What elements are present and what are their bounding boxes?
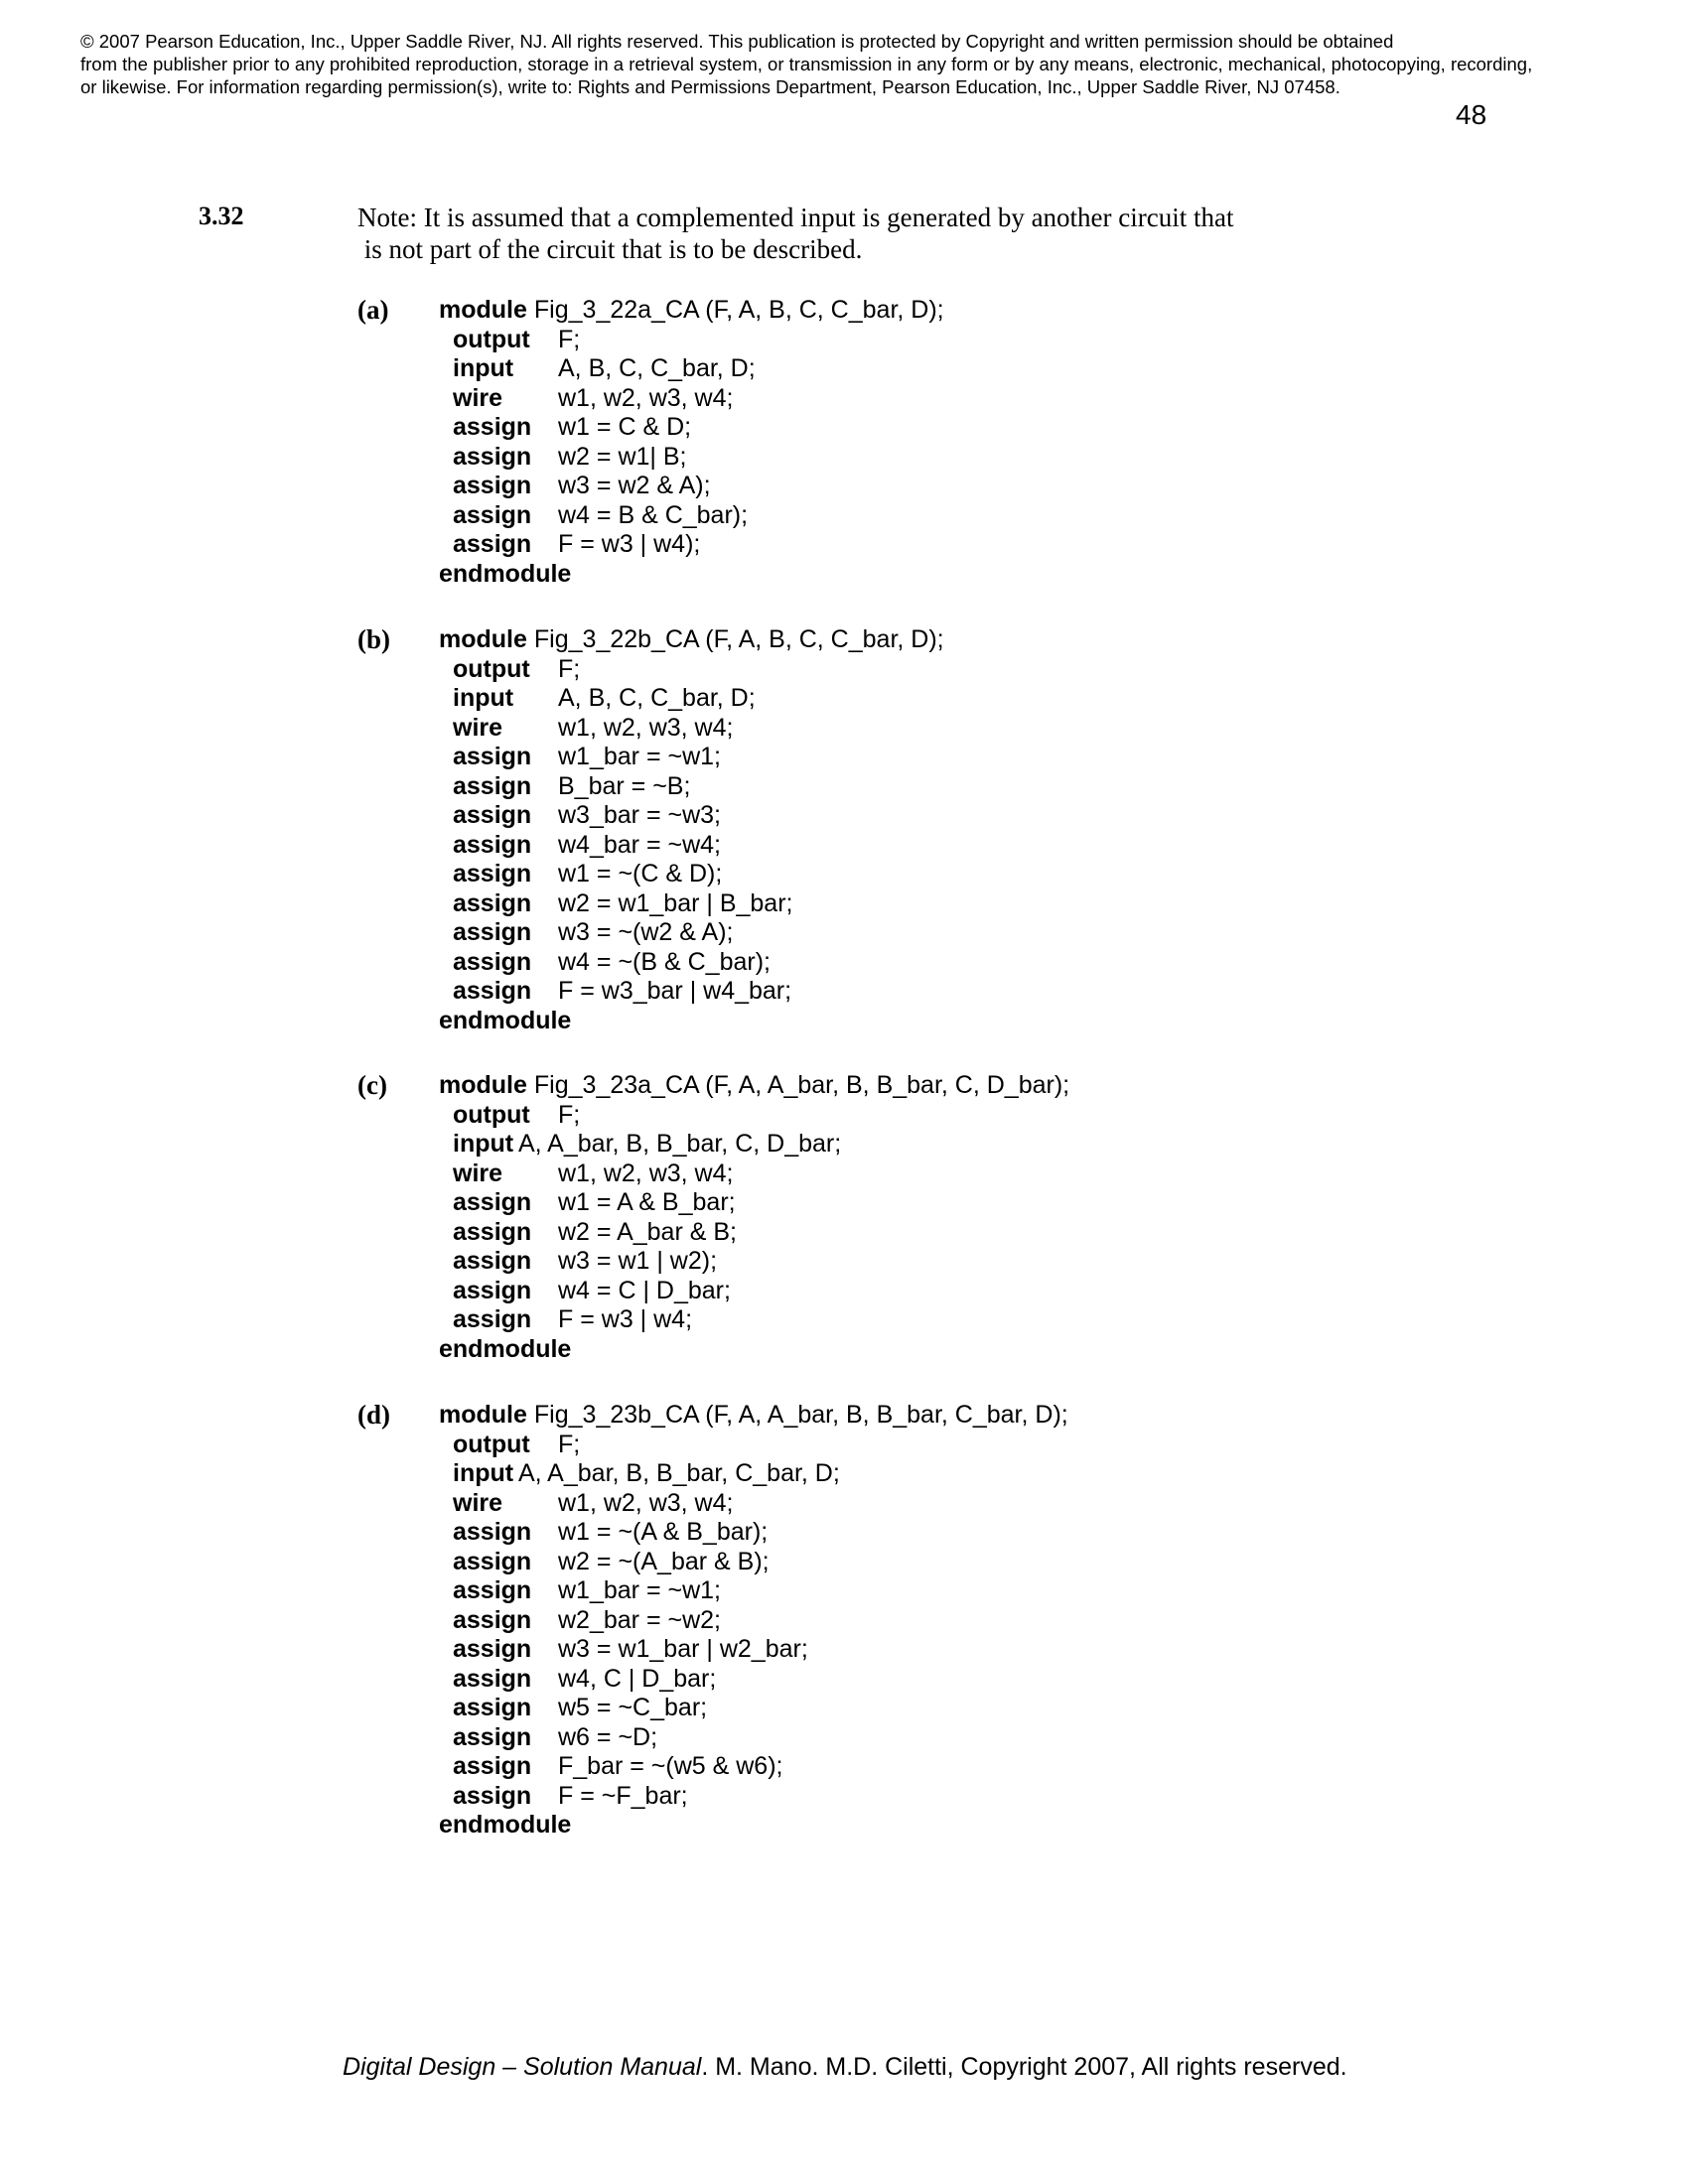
code-line bbox=[439, 1576, 1068, 1606]
code-statement: F = w3_bar | w4_bar; bbox=[558, 977, 792, 1005]
code-line bbox=[439, 948, 944, 978]
module-declaration bbox=[439, 1071, 1069, 1101]
code-line bbox=[439, 1489, 1068, 1519]
code-line bbox=[439, 1431, 1068, 1460]
code-statement: w2 = ~(A_bar & B); bbox=[558, 1547, 770, 1575]
code-line bbox=[439, 501, 944, 531]
code-line bbox=[439, 831, 944, 861]
code-statement: w3 = w2 & A); bbox=[558, 472, 711, 499]
code-line bbox=[439, 1188, 1069, 1218]
module-keyword: module bbox=[439, 1401, 527, 1429]
code-keyword: output bbox=[453, 1100, 530, 1129]
module-signature: Fig_3_22b_CA (F, A, B, C, C_bar, D); bbox=[533, 625, 944, 653]
module-declaration bbox=[439, 296, 944, 326]
code-keyword: wire bbox=[453, 1159, 503, 1187]
code-keyword: assign bbox=[453, 830, 532, 859]
code-line bbox=[439, 860, 944, 889]
copyright-line: © 2007 Pearson Education, Inc., Upper Saddle River, NJ. All rights reserved. This publication is protected by Copyright and written permission should be obtained bbox=[80, 31, 1394, 52]
code-line bbox=[439, 1218, 1069, 1248]
code-statement: w1 = C & D; bbox=[558, 413, 692, 441]
code-statement: w4, C | D_bar; bbox=[558, 1664, 717, 1693]
code-line bbox=[439, 443, 944, 473]
code-statement: F = w3 | w4); bbox=[558, 530, 701, 558]
part-label: (a) bbox=[357, 295, 389, 325]
code-keyword: assign bbox=[453, 530, 532, 558]
endmodule-keyword: endmodule bbox=[439, 559, 572, 588]
code-statement: w3 = ~(w2 & A); bbox=[558, 918, 734, 946]
code-keyword: input bbox=[453, 684, 514, 712]
module-signature: Fig_3_23b_CA (F, A, A_bar, B, B_bar, C_bar, D); bbox=[533, 1401, 1068, 1429]
code-line bbox=[439, 1518, 1068, 1548]
code-keyword: output bbox=[453, 1430, 530, 1458]
code-statement: w5 = ~C_bar; bbox=[558, 1694, 708, 1721]
code-statement: w4 = B & C_bar); bbox=[558, 500, 749, 529]
code-statement: w2 = w1| B; bbox=[558, 442, 687, 471]
code-keyword: assign bbox=[453, 1752, 532, 1780]
code-keyword: assign bbox=[453, 1664, 532, 1693]
module-keyword: module bbox=[439, 625, 527, 653]
code-statement: w1, w2, w3, w4; bbox=[558, 383, 734, 412]
copyright-notice bbox=[80, 30, 1629, 98]
code-keyword: input bbox=[453, 1459, 514, 1487]
endmodule-line bbox=[439, 1007, 944, 1036]
code-statement: w1 = ~(C & D); bbox=[558, 860, 723, 887]
code-statement: w1, w2, w3, w4; bbox=[558, 1159, 734, 1187]
code-keyword: assign bbox=[453, 888, 532, 917]
problem-note bbox=[357, 202, 1233, 265]
code-line bbox=[439, 1548, 1068, 1577]
verilog-code bbox=[439, 1401, 1068, 1841]
code-keyword: assign bbox=[453, 1576, 532, 1604]
code-keyword: assign bbox=[453, 860, 532, 887]
code-keyword: assign bbox=[453, 1722, 532, 1751]
code-line bbox=[439, 977, 944, 1007]
module-keyword: module bbox=[439, 296, 527, 324]
code-statement: F; bbox=[558, 1430, 581, 1458]
module-declaration bbox=[439, 1401, 1068, 1431]
code-statement: F_bar = ~(w5 & w6); bbox=[558, 1752, 783, 1780]
code-line bbox=[439, 1694, 1068, 1723]
code-keyword: assign bbox=[453, 1217, 532, 1246]
code-keyword: assign bbox=[453, 1518, 532, 1546]
page-number: 48 bbox=[1456, 99, 1487, 130]
endmodule-keyword: endmodule bbox=[439, 1006, 572, 1034]
code-statement: F; bbox=[558, 654, 581, 683]
code-statement: w2 = w1_bar | B_bar; bbox=[558, 888, 793, 917]
code-statement: w2_bar = ~w2; bbox=[558, 1605, 721, 1634]
part-label: (b) bbox=[357, 624, 390, 654]
code-line bbox=[439, 472, 944, 501]
module-declaration bbox=[439, 625, 944, 655]
code-keyword: assign bbox=[453, 1188, 532, 1216]
code-line bbox=[439, 714, 944, 744]
module-signature: Fig_3_23a_CA (F, A, A_bar, B, B_bar, C, D_bar); bbox=[533, 1071, 1070, 1099]
code-statement: w1, w2, w3, w4; bbox=[558, 713, 734, 742]
code-line bbox=[439, 1130, 1069, 1160]
code-statement: w4 = C | D_bar; bbox=[558, 1276, 731, 1304]
endmodule-line bbox=[439, 1811, 1068, 1841]
footer-credits: . M. Mano. M.D. Ciletti, Copyright 2007, All rights reserved. bbox=[701, 2053, 1347, 2081]
code-keyword: assign bbox=[453, 1694, 532, 1721]
code-statement: w6 = ~D; bbox=[558, 1722, 658, 1751]
code-line bbox=[439, 1635, 1068, 1665]
module-keyword: module bbox=[439, 1071, 527, 1099]
code-line bbox=[439, 413, 944, 443]
code-keyword: output bbox=[453, 654, 530, 683]
code-line bbox=[439, 1665, 1068, 1695]
note-line: is not part of the circuit that is to be described. bbox=[357, 234, 863, 264]
code-keyword: assign bbox=[453, 977, 532, 1005]
code-line bbox=[439, 1752, 1068, 1782]
code-statement: w3 = w1_bar | w2_bar; bbox=[558, 1635, 808, 1663]
code-keyword: input bbox=[453, 354, 514, 382]
code-line bbox=[439, 1247, 1069, 1277]
code-line bbox=[439, 384, 944, 414]
part-label: (d) bbox=[357, 1400, 390, 1430]
code-line bbox=[439, 743, 944, 772]
code-line bbox=[439, 530, 944, 560]
code-statement: w1_bar = ~w1; bbox=[558, 743, 721, 770]
code-line bbox=[439, 801, 944, 831]
code-keyword: wire bbox=[453, 713, 503, 742]
code-keyword: assign bbox=[453, 1781, 532, 1810]
code-statement: A, B, C, C_bar, D; bbox=[558, 354, 756, 382]
code-statement: w1_bar = ~w1; bbox=[558, 1576, 721, 1604]
code-line bbox=[439, 354, 944, 384]
code-keyword: assign bbox=[453, 771, 532, 800]
endmodule-keyword: endmodule bbox=[439, 1811, 572, 1839]
code-line bbox=[439, 655, 944, 685]
code-statement: w1, w2, w3, w4; bbox=[558, 1488, 734, 1517]
code-statement: w3 = w1 | w2); bbox=[558, 1247, 718, 1275]
code-keyword: assign bbox=[453, 947, 532, 976]
code-keyword: assign bbox=[453, 801, 532, 829]
code-keyword: assign bbox=[453, 1247, 532, 1275]
code-line bbox=[439, 1305, 1069, 1335]
verilog-code bbox=[439, 1071, 1069, 1364]
code-statement: w3_bar = ~w3; bbox=[558, 801, 721, 829]
code-line bbox=[439, 1723, 1068, 1753]
code-line bbox=[439, 772, 944, 802]
code-keyword: assign bbox=[453, 472, 532, 499]
problem-number: 3.32 bbox=[199, 202, 244, 230]
code-line bbox=[439, 918, 944, 948]
copyright-line: from the publisher prior to any prohibited reproduction, storage in a retrieval system, or transmission in any form or by any means, electronic, mechanical, photocopying, recording, bbox=[80, 54, 1533, 74]
code-line bbox=[439, 684, 944, 714]
code-statement: B_bar = ~B; bbox=[558, 771, 691, 800]
code-keyword: assign bbox=[453, 1547, 532, 1575]
code-keyword: assign bbox=[453, 918, 532, 946]
code-keyword: input bbox=[453, 1130, 514, 1158]
code-line bbox=[439, 1277, 1069, 1306]
code-statement: A, B, C, C_bar, D; bbox=[558, 684, 756, 712]
code-line bbox=[439, 1782, 1068, 1812]
endmodule-line bbox=[439, 560, 944, 590]
code-statement: w1 = ~(A & B_bar); bbox=[558, 1518, 769, 1546]
module-signature: Fig_3_22a_CA (F, A, B, C, C_bar, D); bbox=[533, 296, 944, 324]
code-statement: F = w3 | w4; bbox=[558, 1305, 693, 1333]
code-keyword: wire bbox=[453, 1488, 503, 1517]
code-keyword: assign bbox=[453, 442, 532, 471]
note-line: Note: It is assumed that a complemented input is generated by another circuit that bbox=[357, 203, 1234, 232]
code-line bbox=[439, 1459, 1068, 1489]
code-statement: F = ~F_bar; bbox=[558, 1781, 688, 1810]
page-footer bbox=[343, 2053, 1347, 2082]
footer-book-title: Digital Design – Solution Manual bbox=[343, 2053, 702, 2081]
code-statement: w4_bar = ~w4; bbox=[558, 830, 721, 859]
part-label: (c) bbox=[357, 1070, 387, 1100]
verilog-code bbox=[439, 625, 944, 1035]
code-statement: w4 = ~(B & C_bar); bbox=[558, 947, 771, 976]
code-statement: F; bbox=[558, 1100, 581, 1129]
code-keyword: assign bbox=[453, 743, 532, 770]
code-statement: w2 = A_bar & B; bbox=[558, 1217, 737, 1246]
code-keyword: wire bbox=[453, 383, 503, 412]
code-line bbox=[439, 889, 944, 919]
code-keyword: assign bbox=[453, 413, 532, 441]
code-keyword: assign bbox=[453, 1276, 532, 1304]
verilog-code bbox=[439, 296, 944, 589]
endmodule-line bbox=[439, 1335, 1069, 1365]
copyright-line: or likewise. For information regarding permission(s), write to: Rights and Permissions Department, Pearson Education, Inc., Upper Saddle River, NJ 07458. bbox=[80, 76, 1340, 97]
code-keyword: assign bbox=[453, 1635, 532, 1663]
code-keyword: output bbox=[453, 325, 530, 353]
endmodule-keyword: endmodule bbox=[439, 1334, 572, 1363]
code-line bbox=[439, 1160, 1069, 1189]
code-keyword: assign bbox=[453, 1305, 532, 1333]
code-line bbox=[439, 1101, 1069, 1131]
code-statement: w1 = A & B_bar; bbox=[558, 1188, 736, 1216]
code-statement: F; bbox=[558, 325, 581, 353]
code-keyword: assign bbox=[453, 500, 532, 529]
code-keyword: assign bbox=[453, 1605, 532, 1634]
code-statement: A, A_bar, B, B_bar, C, D_bar; bbox=[518, 1130, 842, 1158]
code-line bbox=[439, 326, 944, 355]
code-line bbox=[439, 1606, 1068, 1636]
code-statement: A, A_bar, B, B_bar, C_bar, D; bbox=[518, 1459, 840, 1487]
